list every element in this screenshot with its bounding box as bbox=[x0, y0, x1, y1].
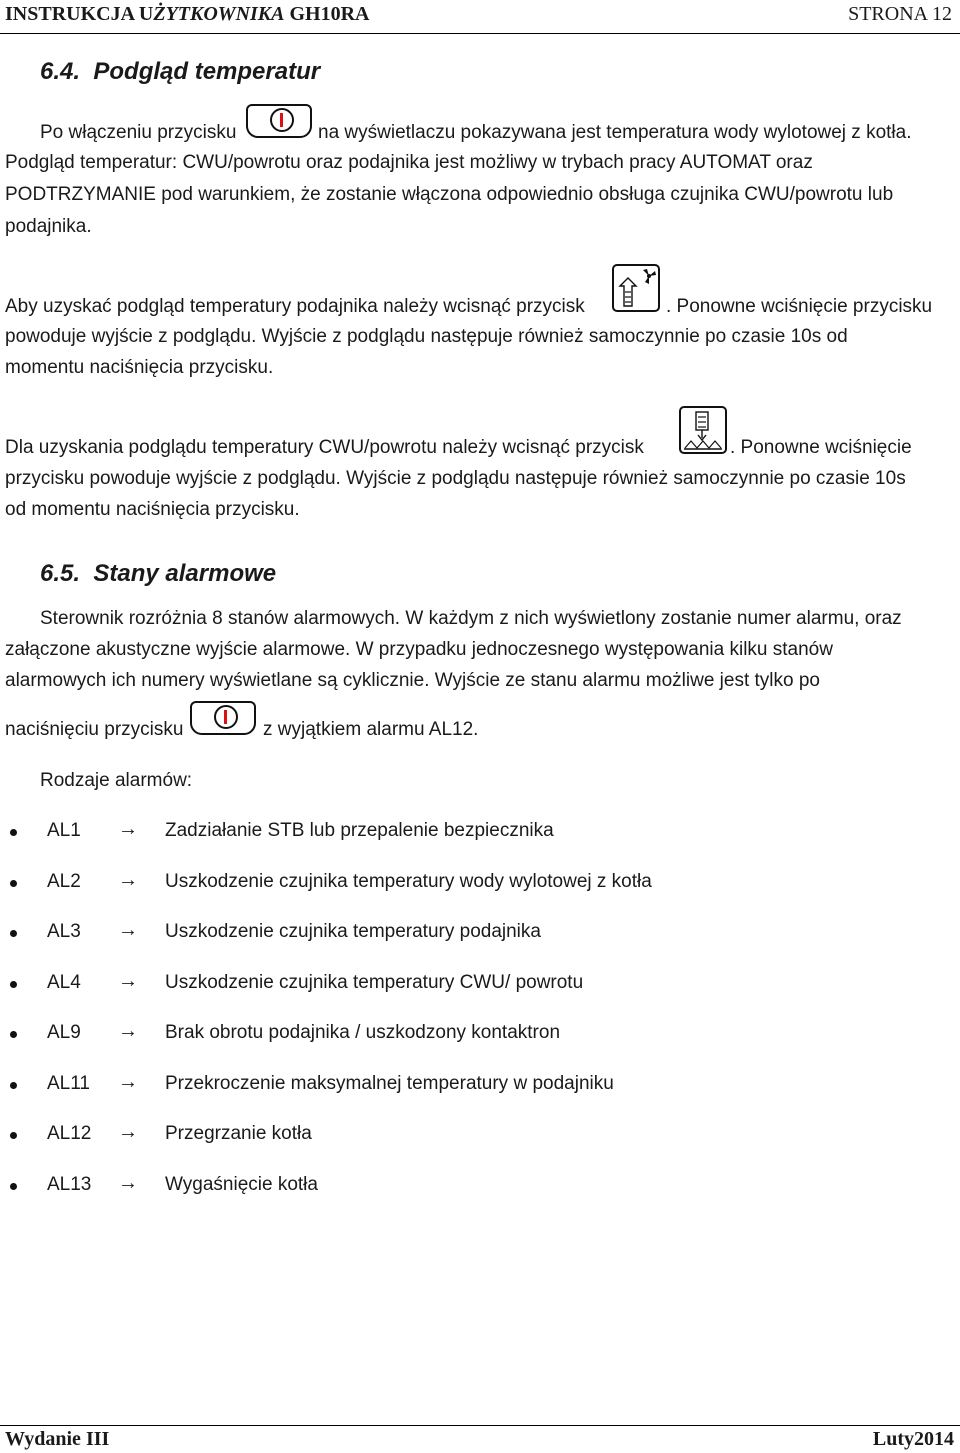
footer-date: Luty2014 bbox=[872, 1428, 954, 1450]
bullet-icon bbox=[10, 1031, 17, 1038]
arrow-right-icon: → bbox=[118, 919, 138, 941]
document-header-title: INSTRUKCJA UŻYTKOWNIKA GH10RA bbox=[5, 3, 370, 25]
arrow-right-icon: → bbox=[118, 1020, 138, 1042]
alarm-description: Przekroczenie maksymalnej temperatury w podajniku bbox=[165, 1072, 614, 1094]
bullet-icon bbox=[10, 981, 17, 988]
arrow-right-icon: → bbox=[118, 1121, 138, 1143]
paragraph-text: z wyjątkiem alarmu AL12. bbox=[263, 719, 479, 740]
arrow-right-icon: → bbox=[118, 868, 138, 891]
power-button-icon bbox=[246, 104, 312, 138]
alarm-code: AL1 bbox=[47, 820, 81, 841]
paragraph-text: Dla uzyskania podglądu temperatury CWU/powrotu należy wcisnąć przycisk bbox=[5, 437, 644, 458]
dhw-return-temperature-button-icon bbox=[679, 406, 727, 454]
bullet-icon bbox=[10, 1082, 17, 1089]
paragraph-text: na wyświetlaczu pokazywana jest temperatura wody wylotowej z kotła. bbox=[318, 122, 912, 143]
section-heading-6-5: 6.5. Stany alarmowe bbox=[40, 560, 277, 587]
arrow-right-icon: → bbox=[118, 1171, 138, 1194]
paragraph-text: Podgląd temperatur: CWU/powrotu oraz podajnika jest możliwy w trybach pracy AUTOMAT oraz bbox=[5, 152, 813, 173]
alarm-description: Uszkodzenie czujnika temperatury CWU/ powrotu bbox=[165, 971, 584, 993]
alarm-code: AL3 bbox=[47, 921, 81, 942]
power-button-icon bbox=[190, 701, 256, 735]
section-heading-6-4: 6.4. Podgląd temperatur bbox=[40, 58, 321, 85]
alarm-code: AL11 bbox=[47, 1072, 90, 1094]
header-rule bbox=[0, 33, 960, 34]
arrow-right-icon: → bbox=[118, 1070, 138, 1093]
bullet-icon bbox=[10, 829, 17, 836]
alarm-code: AL2 bbox=[47, 870, 81, 892]
alarm-code: AL9 bbox=[47, 1022, 81, 1043]
paragraph-text: PODTRZYMANIE pod warunkiem, że zostanie włączona odpowiednio obsługa czujnika CWU/powrotu lub bbox=[5, 184, 894, 205]
bullet-icon bbox=[10, 880, 17, 887]
alarm-description: Uszkodzenie czujnika temperatury podajnika bbox=[165, 921, 541, 942]
alarm-types-label: Rodzaje alarmów: bbox=[40, 770, 193, 791]
bullet-icon bbox=[10, 1132, 17, 1139]
alarm-description: Uszkodzenie czujnika temperatury wody wylotowej z kotła bbox=[165, 870, 652, 892]
paragraph-text: przycisku powoduje wyjście z podglądu. Wyjście z podglądu następuje również samoczynnie po czasie 10s bbox=[5, 468, 906, 489]
alarm-code: AL4 bbox=[47, 971, 81, 993]
paragraph-text: . Ponowne wciśnięcie bbox=[730, 437, 912, 458]
arrow-right-icon: → bbox=[118, 969, 138, 992]
alarm-description: Brak obrotu podajnika / uszkodzony kontaktron bbox=[165, 1022, 561, 1043]
bullet-icon bbox=[10, 1183, 17, 1190]
paragraph-text: od momentu naciśnięcia przycisku. bbox=[5, 499, 300, 520]
paragraph-text: . Ponowne wciśnięcie przycisku bbox=[666, 296, 933, 317]
page-number: STRONA 12 bbox=[848, 3, 952, 25]
paragraph-text: podajnika. bbox=[5, 216, 92, 237]
paragraph-text: momentu naciśnięcia przycisku. bbox=[5, 357, 274, 378]
paragraph-text: powoduje wyjście z podglądu. Wyjście z podglądu następuje również samoczynnie po czasie 10s od bbox=[5, 326, 848, 347]
alarm-description: Wygaśnięcie kotła bbox=[165, 1173, 318, 1195]
paragraph-text: alarmowych ich numery wyświetlane są cyklicznie. Wyjście ze stanu alarmu możliwe jest tylko po bbox=[5, 670, 820, 691]
alarm-description: Zadziałanie STB lub przepalenie bezpiecznika bbox=[165, 820, 554, 841]
feeder-temperature-button-icon bbox=[612, 264, 660, 312]
alarm-description: Przegrzanie kotła bbox=[165, 1123, 312, 1144]
footer-rule bbox=[0, 1425, 960, 1426]
paragraph-text: Aby uzyskać podgląd temperatury podajnika należy wcisnąć przycisk bbox=[5, 296, 585, 317]
paragraph-text: Po włączeniu przycisku bbox=[40, 122, 237, 143]
paragraph-text: Sterownik rozróżnia 8 stanów alarmowych. W każdym z nich wyświetlony zostanie numer alarmu, oraz bbox=[40, 608, 902, 629]
footer-edition: Wydanie III bbox=[5, 1428, 110, 1450]
bullet-icon bbox=[10, 930, 17, 937]
paragraph-text: naciśnięciu przycisku bbox=[5, 719, 184, 740]
alarm-code: AL13 bbox=[47, 1173, 92, 1195]
alarm-code: AL12 bbox=[47, 1123, 92, 1144]
arrow-right-icon: → bbox=[118, 818, 138, 840]
paragraph-text: załączone akustyczne wyjście alarmowe. W przypadku jednoczesnego występowania kilku stanów bbox=[5, 639, 833, 660]
